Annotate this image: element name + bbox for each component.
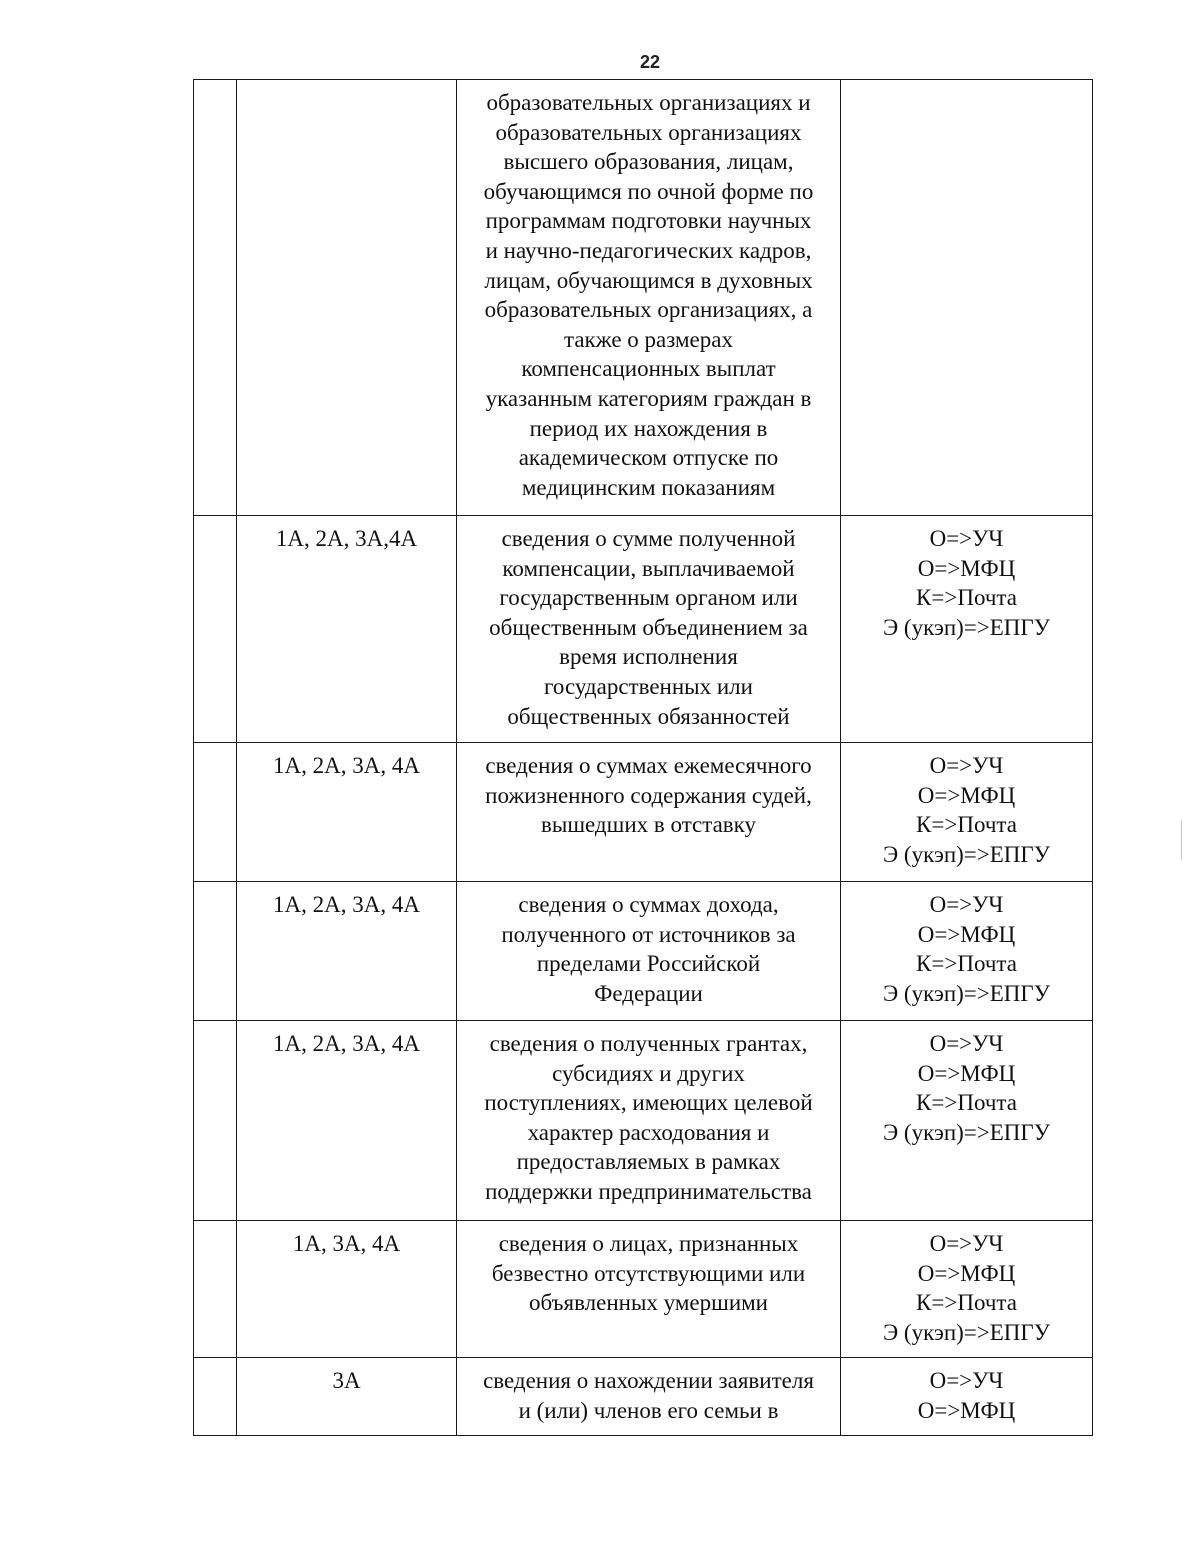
- document-description-cell: сведения о суммах ежемесячного пожизненного содержания судей, вышедших в отставку: [457, 743, 841, 882]
- applicant-groups-cell: 3А: [237, 1358, 457, 1436]
- row-index-cell: [194, 1221, 237, 1358]
- document-table: [193, 79, 1093, 1436]
- submission-channels-cell: О=>УЧ О=>МФЦ К=>Почта Э (укэп)=>ЕПГУ: [841, 743, 1093, 882]
- table-row: [194, 1221, 1093, 1358]
- submission-channels-cell: О=>УЧ О=>МФЦ К=>Почта Э (укэп)=>ЕПГУ: [841, 516, 1093, 743]
- table-row: [194, 516, 1093, 743]
- page-number: 22: [639, 52, 661, 72]
- table-row: [194, 1021, 1093, 1221]
- table-row: [194, 80, 1093, 516]
- document-description-cell: сведения о лицах, признанных безвестно отсутствующими или объявленных умершими: [457, 1221, 841, 1358]
- document-description-cell: образовательных организациях и образовательных организациях высшего образования, лицам, обучающимся по очной форме по программам подготовки научных и научно-педагогических кадров, лицам, обучающимся в духовных образовательных организациях, а также о размерах компенсационных выплат указанным категориям граждан в период их нахождения в академическом отпуске по медицинским показаниям: [457, 80, 841, 516]
- applicant-groups-cell: 1А, 2А, 3А, 4А: [237, 882, 457, 1021]
- document-description-cell: сведения о сумме полученной компенсации, выплачиваемой государственным органом или общественным объединением за время исполнения государственных или общественных обязанностей: [457, 516, 841, 743]
- document-description-cell: сведения о суммах дохода, полученного от источников за пределами Российской Федерации: [457, 882, 841, 1021]
- applicant-groups-cell: [237, 80, 457, 516]
- applicant-groups-cell: 1А, 2А, 3А,4А: [237, 516, 457, 743]
- row-index-cell: [194, 80, 237, 516]
- submission-channels-cell: О=>УЧ О=>МФЦ К=>Почта Э (укэп)=>ЕПГУ: [841, 882, 1093, 1021]
- submission-channels-cell: О=>УЧ О=>МФЦ К=>Почта Э (укэп)=>ЕПГУ: [841, 1021, 1093, 1221]
- applicant-groups-cell: 1А, 2А, 3А, 4А: [237, 743, 457, 882]
- submission-channels-cell: О=>УЧ О=>МФЦ К=>Почта Э (укэп)=>ЕПГУ: [841, 1221, 1093, 1358]
- scan-edge-mark: [1181, 820, 1182, 860]
- row-index-cell: [194, 1021, 237, 1221]
- row-index-cell: [194, 516, 237, 743]
- document-description-cell: сведения о нахождении заявителя и (или) членов его семьи в: [457, 1358, 841, 1436]
- submission-channels-cell: О=>УЧ О=>МФЦ: [841, 1358, 1093, 1436]
- row-index-cell: [194, 1358, 237, 1436]
- row-index-cell: [194, 882, 237, 1021]
- applicant-groups-cell: 1А, 3А, 4А: [237, 1221, 457, 1358]
- table-row: [194, 743, 1093, 882]
- applicant-groups-cell: 1А, 2А, 3А, 4А: [237, 1021, 457, 1221]
- row-index-cell: [194, 743, 237, 882]
- submission-channels-cell: [841, 80, 1093, 516]
- table-row: [194, 1358, 1093, 1436]
- table-row: [194, 882, 1093, 1021]
- document-description-cell: сведения о полученных грантах, субсидиях и других поступлениях, имеющих целевой характер расходования и предоставляемых в рамках поддержки предпринимательства: [457, 1021, 841, 1221]
